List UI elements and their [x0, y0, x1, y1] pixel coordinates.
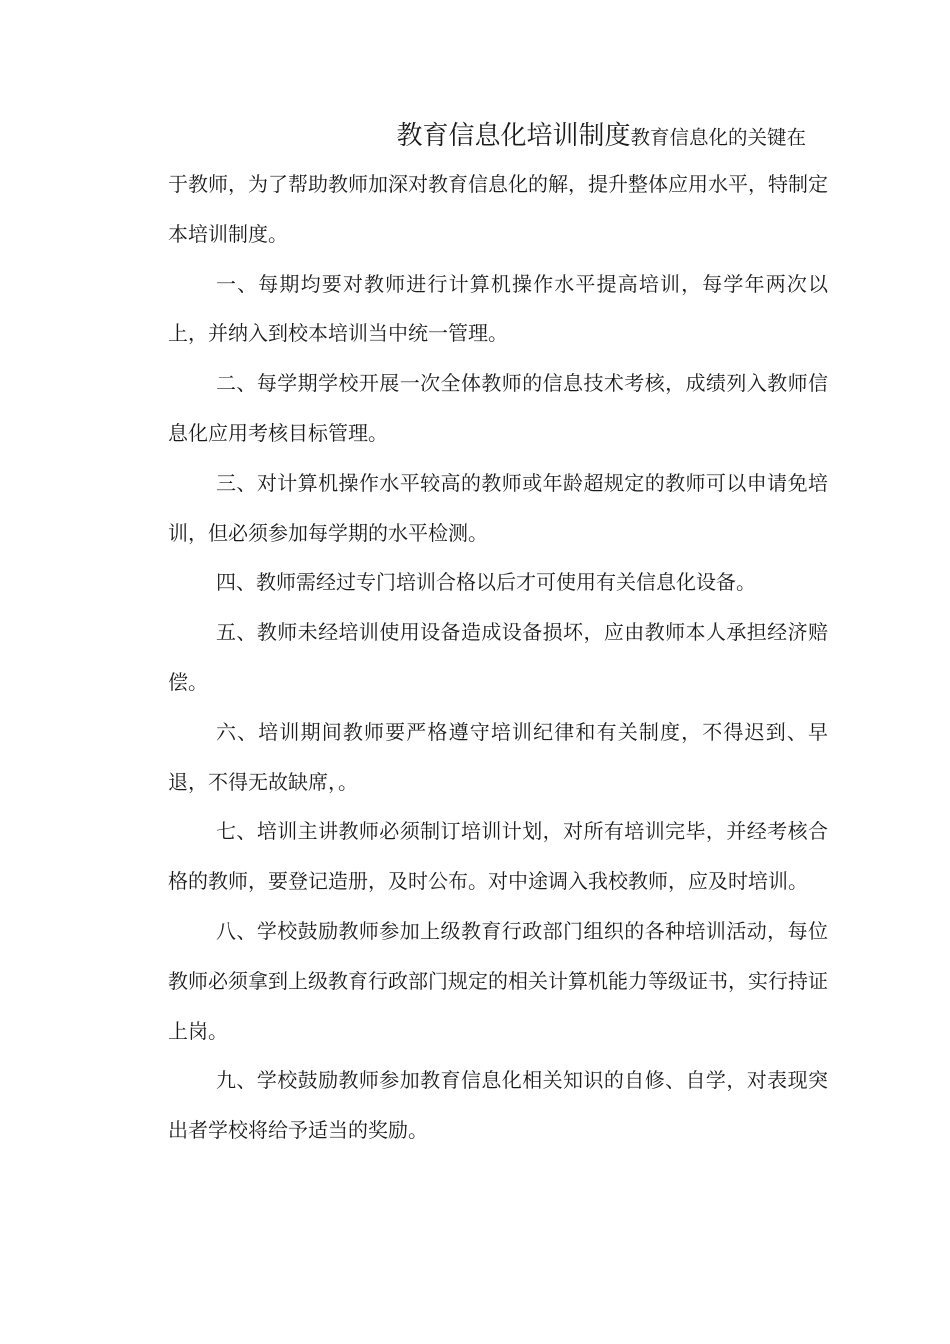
rule-item-6: 六、培训期间教师要严格遵守培训纪律和有关制度，不得迟到、早退，不得无故缺席，。	[168, 719, 828, 794]
rule-item-2: 二、每学期学校开展一次全体教师的信息技术考核，成绩列入教师信息化应用考核目标管理。	[168, 371, 828, 445]
rule-item-9: 九、学校鼓励教师参加教育信息化相关知识的自修、自学，对表现突出者学校将给予适当的奖励。	[168, 1068, 828, 1143]
rule-item-7: 七、培训主讲教师必须制订培训计划，对所有培训完毕，并经考核合格的教师，要登记造册，及时公布。对中途调入我校教师，应及时培训。	[168, 819, 828, 894]
rule-item-4: 四、教师需经过专门培训合格以后才可使用有关信息化设备。	[216, 570, 756, 595]
rule-item-1: 一、每期均要对教师进行计算机操作水平提高培训，每学年两次以上，并纳入到校本培训当中统一管理。	[168, 271, 828, 346]
rule-item-8: 八、学校鼓励教师参加上级教育行政部门组织的各种培训活动，每位教师必须拿到上级教育行政部门规定的相关计算机能力等级证书，实行持证上岗。	[168, 918, 828, 1043]
title-line	[168, 112, 828, 160]
document-title: 教育信息化培训制度	[396, 121, 631, 151]
intro-paragraph: 于教师，为了帮助教师加深对教育信息化的解，提升整体应用水平，特制定本培训制度。	[168, 172, 828, 246]
rule-item-3: 三、对计算机操作水平较高的教师或年龄超规定的教师可以申请免培训，但必须参加每学期的水平检测。	[168, 470, 828, 545]
rule-item-5: 五、教师未经培训使用设备造成设备损坏，应由教师本人承担经济赔偿。	[168, 620, 828, 694]
intro-start: 教育信息化的关键在	[630, 126, 806, 149]
document-page	[168, 112, 828, 1156]
